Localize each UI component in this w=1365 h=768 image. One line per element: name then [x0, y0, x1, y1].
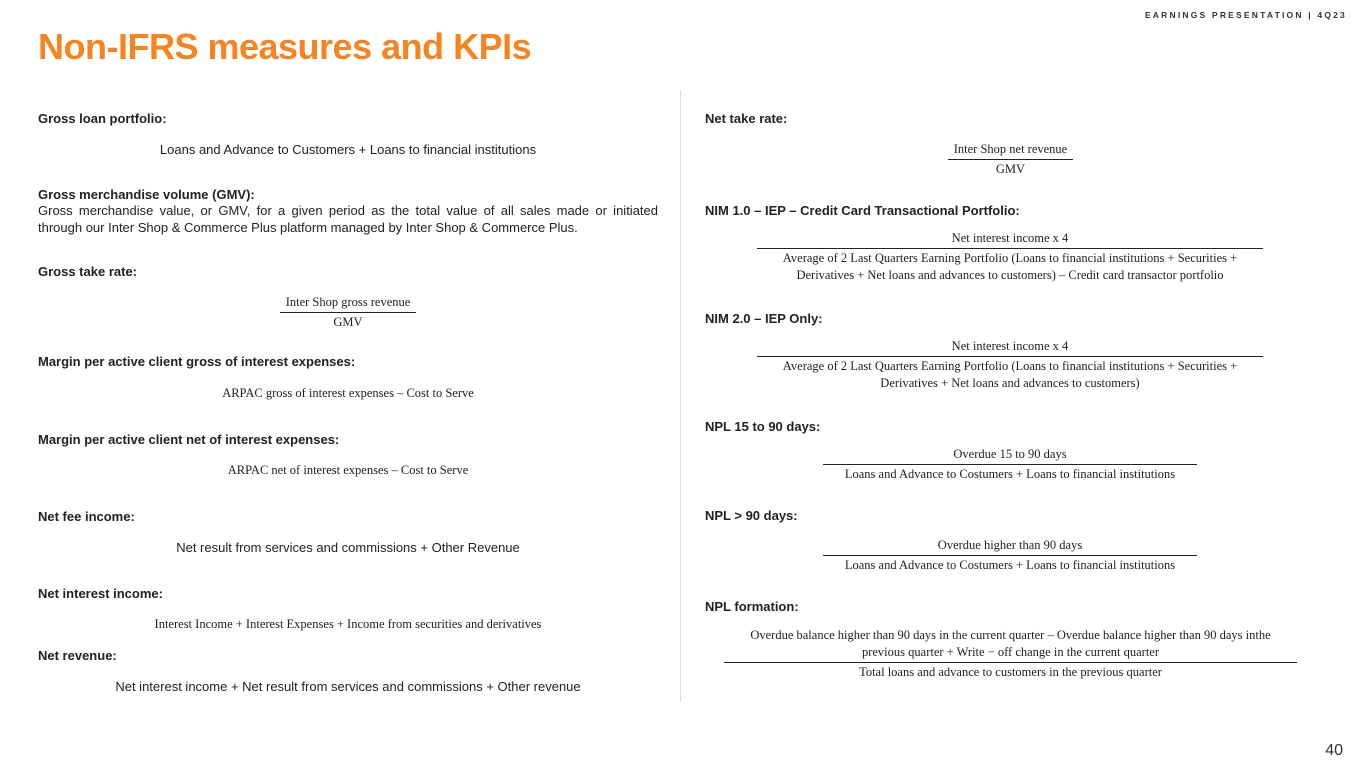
nim2-fraction [757, 338, 1263, 392]
nim2-heading: NIM 2.0 – IEP Only: [705, 311, 823, 326]
presentation-label: EARNINGS PRESENTATION | 4Q23 [1144, 10, 1347, 20]
net-fee-formula: Net result from services and commissions + Other Revenue [176, 540, 520, 555]
net-interest-heading: Net interest income: [38, 586, 163, 601]
denominator-line-2: Derivatives + Net loans and advances to customers) – Credit card transactor portfolio [796, 268, 1224, 282]
nim1-heading: NIM 1.0 – IEP – Credit Card Transactional Portfolio: [705, 203, 1020, 218]
column-divider [680, 90, 681, 702]
denominator: Loans and Advance to Costumers + Loans to financial institutions [844, 558, 1176, 572]
net-interest-formula: Interest Income + Interest Expenses + Income from securities and derivatives [154, 617, 542, 631]
npl-formation-fraction [724, 627, 1297, 681]
denominator: Loans and Advance to Costumers + Loans to financial institutions [844, 467, 1176, 481]
npl-formation-heading: NPL formation: [705, 599, 799, 614]
gmv-heading: Gross merchandise volume (GMV): [38, 187, 255, 202]
net-revenue-formula: Net interest income + Net result from services and commissions + Other revenue [115, 679, 581, 694]
margin-gross-formula: ARPAC gross of interest expenses – Cost to Serve [222, 386, 474, 400]
margin-net-formula: ARPAC net of interest expenses – Cost to Serve [227, 463, 469, 477]
numerator-line-1: Overdue balance higher than 90 days in the current quarter – Overdue balance higher than 90 days inthe [750, 628, 1271, 642]
gmv-text: Gross merchandise value, or GMV, for a given period as the total value of all sales made or initiated through our Inter Shop & Commerce Plus platform managed by Inter Shop & Commerce Plus. [38, 203, 658, 235]
numerator: Net interest income x 4 [757, 338, 1263, 357]
numerator: Inter Shop gross revenue [280, 294, 416, 313]
denominator-line-1: Average of 2 Last Quarters Earning Portfolio (Loans to financial institutions + Securities + [782, 251, 1238, 265]
gross-take-fraction [280, 294, 416, 331]
npl15-heading: NPL 15 to 90 days: [705, 419, 821, 434]
margin-gross-heading: Margin per active client gross of interest expenses: [38, 354, 356, 369]
gross-take-heading: Gross take rate: [38, 264, 137, 279]
net-take-heading: Net take rate: [705, 111, 788, 126]
net-fee-heading: Net fee income: [38, 509, 135, 524]
margin-net-heading: Margin per active client net of interest expenses: [38, 432, 340, 447]
npl90-heading: NPL > 90 days: [705, 508, 798, 523]
numerator: Inter Shop net revenue [948, 141, 1073, 160]
page-title: Non-IFRS measures and KPIs [38, 26, 532, 67]
numerator-line-2: previous quarter + Write − off change in the current quarter [724, 644, 1297, 663]
nim1-fraction [757, 230, 1263, 284]
denominator: GMV [995, 162, 1026, 176]
numerator: Net interest income x 4 [757, 230, 1263, 249]
denominator-line-1: Average of 2 Last Quarters Earning Portfolio (Loans to financial institutions + Securities + [782, 359, 1238, 373]
gross-loan-heading: Gross loan portfolio: [38, 111, 167, 126]
page-number: 40 [1325, 742, 1343, 759]
npl15-fraction [823, 446, 1197, 483]
gross-loan-formula: Loans and Advance to Customers + Loans to financial institutions [159, 142, 537, 157]
denominator: Total loans and advance to customers in the previous quarter [859, 665, 1162, 679]
denominator: GMV [333, 315, 363, 329]
net-take-fraction [948, 141, 1073, 178]
numerator: Overdue 15 to 90 days [823, 446, 1197, 465]
npl90-fraction [823, 537, 1197, 574]
net-revenue-heading: Net revenue: [38, 648, 117, 663]
numerator: Overdue higher than 90 days [823, 537, 1197, 556]
denominator-line-2: Derivatives + Net loans and advances to customers) [880, 376, 1140, 390]
